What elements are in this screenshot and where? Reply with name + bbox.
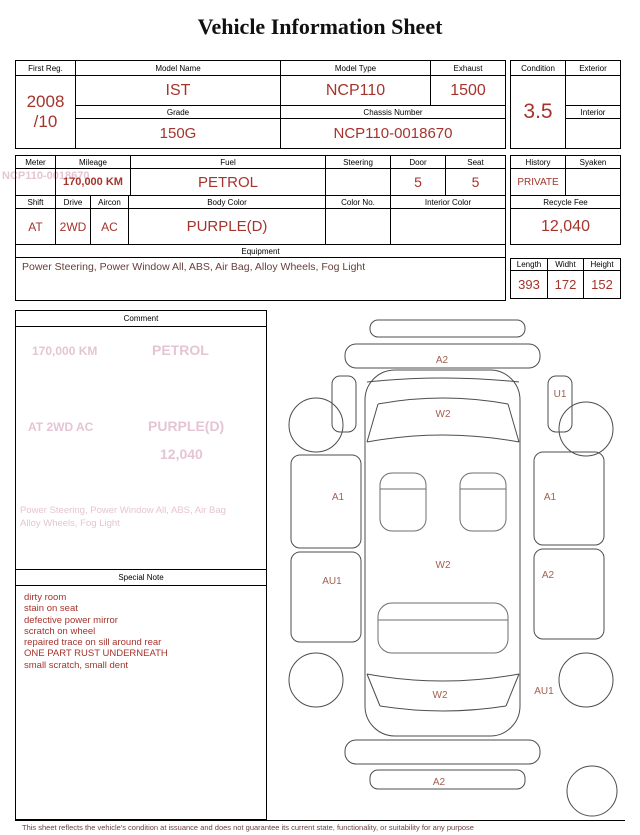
special-note-item: ONE PART RUST UNDERNEATH (24, 648, 168, 660)
length-value: 393 (511, 271, 548, 299)
mileage-value: 170,000 KM (56, 169, 131, 196)
special-note-item: small scratch, small dent (24, 659, 129, 671)
door-value: 5 (391, 169, 446, 196)
special-note-item: stain on seat (24, 603, 78, 615)
exterior-value (566, 76, 621, 106)
width-label: Widht (548, 259, 584, 271)
fuel-label: Fuel (131, 156, 326, 169)
interior-value (566, 119, 621, 149)
equipment-items: Power Steering, Power Window All, ABS, Air Bag, Alloy Wheels, Fog Light (16, 258, 506, 301)
syaken-value (566, 169, 621, 196)
damage-label-a2-right: A2 (541, 570, 555, 581)
first-reg-month: /10 (33, 112, 58, 131)
front-strip-shape (370, 320, 525, 337)
meter-value (16, 169, 56, 196)
ghost-text: PETROL (152, 342, 209, 358)
ghost-text: Alloy Wheels, Fog Light (20, 518, 120, 529)
comment-box (15, 310, 267, 820)
door-label: Door (391, 156, 446, 169)
windshield-top-line (378, 398, 508, 404)
meter-label: Meter (16, 156, 56, 169)
height-label: Height (584, 259, 621, 271)
comment-area (16, 327, 266, 569)
mileage-label: Mileage (56, 156, 131, 169)
chassis-value: NCP110-0018670 (281, 119, 506, 149)
body-color-label: Body Color (129, 196, 326, 209)
condition-label: Condition (511, 61, 566, 76)
rear-bumper-shape (345, 740, 540, 764)
special-note-item: dirty room (24, 592, 67, 603)
first-reg-value (16, 76, 76, 149)
width-value: 172 (548, 271, 584, 299)
special-note-header: Special Note (16, 569, 266, 586)
history-value: PRIVATE (511, 169, 566, 196)
shift-value: AT (16, 209, 56, 245)
front-right-wheel (559, 402, 613, 456)
steering-value (326, 169, 391, 196)
right-rear-door-panel (534, 549, 604, 639)
fuel-value: PETROL (131, 169, 326, 196)
car-diagram (268, 308, 636, 820)
body-color-value: PURPLE(D) (129, 209, 326, 245)
interior-color-value (391, 209, 506, 245)
hood-line (367, 378, 519, 382)
damage-label-w2-center: W2 (435, 560, 451, 571)
condition-score: 3.5 (511, 76, 566, 149)
condition-table (510, 60, 621, 149)
footer-disclaimer: This sheet reflects the vehicle's condition at issuance and does not guarantee its current state, functionality, or suitability for any purpose (22, 823, 474, 832)
ghost-text: NCP110-0018670 (2, 170, 90, 182)
ghost-text: Power Steering, Power Window All, ABS, Air Bag (20, 505, 226, 516)
first-reg-year: 2008 (26, 92, 65, 112)
ghost-text: 170,000 KM (32, 344, 98, 358)
recycle-fee-value: 12,040 (511, 209, 621, 245)
model-name-label: Model Name (76, 61, 281, 76)
front-left-wheel (289, 398, 343, 452)
aircon-value: AC (91, 209, 129, 245)
length-label: Length (511, 259, 548, 271)
model-type-label: Model Type (281, 61, 431, 76)
syaken-label: Syaken (566, 156, 621, 169)
grade-label: Grade (76, 106, 281, 119)
exhaust-label: Exhaust (431, 61, 506, 76)
damage-label-au1-right: AU1 (534, 686, 554, 697)
history-table (510, 155, 621, 196)
equipment-table (15, 244, 506, 301)
special-note-item: scratch on wheel (24, 625, 96, 637)
damage-label-a1-left: A1 (331, 492, 345, 503)
ghost-text: PURPLE(D) (148, 418, 225, 434)
damage-label-au1-left: AU1 (322, 576, 342, 587)
front-right-seat (460, 473, 506, 531)
page-title: Vehicle Information Sheet (197, 14, 443, 39)
windshield-bottom-line (367, 435, 519, 442)
special-note-item: defective power mirror (24, 614, 118, 626)
damage-label-w2-rear: W2 (432, 690, 448, 701)
rear-window-top-line (367, 674, 519, 681)
rear-strip-shape (370, 770, 525, 789)
steering-label: Steering (326, 156, 391, 169)
spare-tire-shape (567, 766, 617, 816)
special-note-item: repaired trace on sill around rear (24, 637, 162, 649)
aircon-label: Aircon (91, 196, 129, 209)
model-name-value: IST (76, 76, 281, 106)
interior-label: Interior (566, 106, 621, 119)
rear-left-wheel (289, 653, 343, 707)
first-reg-label: First Reg. (16, 61, 76, 76)
damage-label-a2-rear: A2 (432, 777, 446, 788)
exterior-label: Exterior (566, 61, 621, 76)
left-front-door-panel (291, 455, 361, 548)
damage-label-a1-right: A1 (543, 492, 557, 503)
identity-table (15, 60, 506, 149)
footer-divider (15, 820, 625, 821)
interior-color-label: Interior Color (391, 196, 506, 209)
color-no-value (326, 209, 391, 245)
rear-window-bottom-line (380, 706, 506, 711)
shift-label: Shift (16, 196, 56, 209)
history-label: History (511, 156, 566, 169)
seat-label: Seat (446, 156, 506, 169)
drive-label: Drive (56, 196, 91, 209)
chassis-label: Chassis Number (281, 106, 506, 119)
recycle-fee-label: Recycle Fee (511, 196, 621, 209)
special-note-list (16, 586, 266, 677)
color-no-label: Color No. (326, 196, 391, 209)
comment-header: Comment (16, 311, 266, 327)
dimensions-table (510, 258, 621, 299)
model-type-value: NCP110 (281, 76, 431, 106)
recycle-fee-table (510, 195, 621, 245)
ghost-text: 12,040 (160, 446, 203, 462)
rear-bench-seat (378, 603, 508, 653)
drivetrain-table (15, 195, 506, 245)
rear-right-wheel (559, 653, 613, 707)
left-rear-door-panel (291, 552, 361, 642)
damage-label-a2-front: A2 (435, 355, 449, 366)
grade-value: 150G (76, 119, 281, 149)
seat-value: 5 (446, 169, 506, 196)
ghost-text: AT 2WD AC (28, 420, 94, 434)
specs-table (15, 155, 506, 196)
drive-value: 2WD (56, 209, 91, 245)
exhaust-value: 1500 (431, 76, 506, 106)
damage-label-w2-windshield: W2 (435, 409, 451, 420)
equipment-label: Equipment (16, 245, 506, 258)
front-left-seat (380, 473, 426, 531)
damage-label-u1: U1 (553, 389, 567, 400)
height-value: 152 (584, 271, 621, 299)
left-fender-shape (332, 376, 356, 432)
